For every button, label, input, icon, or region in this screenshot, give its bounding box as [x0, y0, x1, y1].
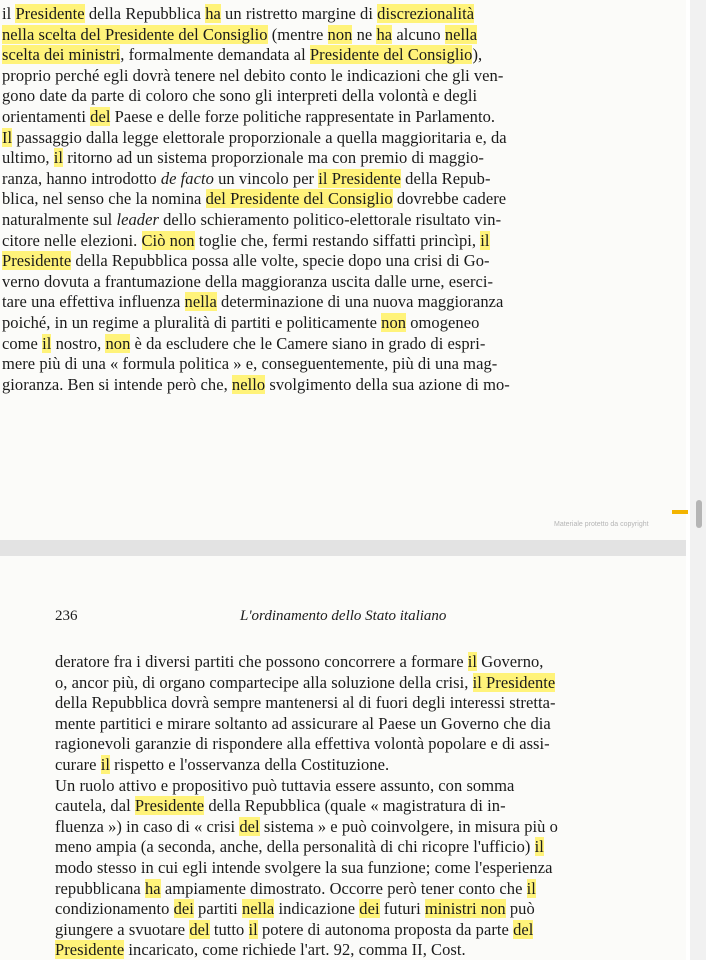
highlighted-text: dei [173, 899, 194, 919]
text-run: nostro, [51, 333, 106, 353]
text-run: potere di autonoma proposta da parte [257, 919, 514, 939]
text-run: verno dovuta a frantumazione della maggioranza uscita dalle urne, eserci- [2, 271, 494, 291]
highlighted-text: il [534, 837, 544, 857]
text-run: poiché, in un regime a pluralità di partiti e politicamente [2, 313, 382, 332]
highlighted-text: non [381, 313, 407, 332]
text-run: Governo, [477, 652, 544, 671]
text-run: ragionevoli garanzie di rispondere alla effettiva volontà popolare e di assi- [55, 734, 550, 754]
text-run: giungere a svuotare [55, 919, 190, 939]
text-line [55, 817, 558, 837]
highlighted-text: il [248, 919, 258, 939]
text-line [2, 375, 510, 395]
highlighted-text: ministri non [424, 899, 506, 919]
text-run: (mentre [267, 24, 328, 44]
highlighted-text: del Presidente del Consiglio [205, 189, 393, 209]
text-run: condizionamento [55, 899, 174, 919]
text-line [2, 4, 474, 24]
text-run: fluenza ») in caso di « crisi [55, 816, 240, 836]
highlighted-text: il [526, 878, 536, 898]
text-run: indicazione [274, 899, 360, 919]
highlighted-text: il Presidente [318, 168, 401, 188]
text-line [2, 107, 495, 127]
highlighted-text: Presidente [134, 796, 205, 816]
text-run: incaricato, come richiede l'art. 92, comma II, Cost. [124, 940, 466, 960]
text-line [55, 899, 535, 919]
text-line [55, 693, 556, 713]
highlighted-text: il Presidente [472, 672, 556, 692]
text-run: ampiamente dimostrato. Occorre però tener conto che [160, 878, 527, 898]
text-run: orientamenti [2, 107, 91, 126]
text-line [55, 940, 466, 960]
text-run: mente partitici e mirare soltanto ad assicurare al Paese un Governo che dia [55, 713, 551, 733]
text-run: della Repubblica dovrà sempre mantenersi al di fuori degli interessi stretta- [55, 693, 556, 713]
text-line [55, 920, 533, 940]
text-run: sistema » e può coinvolgere, in misura più o [259, 816, 558, 836]
highlighted-text: il [480, 230, 490, 250]
text-run: futuri [379, 899, 425, 919]
highlighted-text: Presidente [2, 251, 72, 271]
text-run: dello schieramento politico-elettorale risultato vin- [158, 210, 502, 229]
text-run: della Repubblica possa alle volte, specie dopo una crisi di Go- [71, 251, 490, 271]
text-run: repubblicana [55, 878, 145, 898]
highlighted-text: Ciò non [141, 230, 195, 250]
scroll-position-marker [672, 510, 688, 514]
text-run: Un ruolo attivo e propositivo può tuttavia essere assunto, con somma [55, 775, 515, 795]
highlighted-text: nella scelta del Presidente del Consiglio [2, 24, 268, 44]
text-line [2, 169, 491, 189]
text-run: citore nelle elezioni. [2, 230, 142, 250]
text-line [2, 354, 497, 374]
text-line [55, 755, 389, 775]
highlighted-text: il [100, 755, 110, 774]
copyright-watermark: Materiale protetto da copyright [554, 521, 649, 528]
highlighted-text: ha [376, 24, 393, 44]
text-run: ranza, hanno introdotto [2, 168, 161, 188]
text-run: dovrebbe cadere [392, 189, 507, 209]
text-run: ritorno ad un sistema proporzionale ma con premio di maggio- [63, 148, 484, 168]
text-line [55, 652, 543, 672]
text-run: mere più di una « formula politica » e, conseguentemente, più di una mag- [2, 354, 498, 374]
text-line [2, 128, 507, 148]
text-line [55, 734, 550, 754]
text-run: cautela, dal [55, 796, 135, 816]
text-run: della Repubblica [84, 4, 206, 23]
text-run: gioranza. Ben si intende però che, [2, 374, 232, 394]
vertical-scrollbar[interactable] [690, 0, 706, 960]
italic-text: de facto [160, 168, 214, 188]
text-run: , formalmente demandata al [120, 45, 310, 65]
text-run: può [505, 899, 535, 919]
text-line [55, 776, 514, 796]
text-run: il [2, 4, 16, 23]
highlighted-text: il [42, 333, 52, 353]
highlighted-text: scelta dei ministri [2, 45, 121, 65]
highlighted-text: ha [144, 878, 161, 898]
text-line [2, 334, 485, 354]
text-line [55, 796, 506, 816]
text-run: come [2, 333, 43, 353]
text-run: blica, nel senso che la nomina [2, 189, 206, 209]
highlighted-text: dei [359, 899, 380, 919]
highlighted-text: Presidente [15, 4, 85, 23]
text-run: modo stesso in cui egli intende svolgere la sua funzione; come l'esperienza [55, 858, 553, 877]
text-line [2, 251, 490, 271]
highlighted-text: nella [444, 24, 478, 44]
text-run: gono date da parte di coloro che sono gli interpreti della volontà e degli [2, 86, 478, 106]
highlighted-text: nella [184, 292, 217, 312]
highlighted-text: del [189, 919, 210, 939]
highlighted-text: non [327, 24, 353, 44]
text-run: della Repub- [400, 168, 491, 188]
bottom-page [0, 556, 686, 960]
text-run: meno ampia (a seconda, anche, della personalità di chi ricopre l'ufficio) [55, 837, 535, 857]
text-run: naturalmente sul [2, 210, 117, 229]
text-line [2, 148, 484, 168]
text-run: alcuno [392, 24, 445, 44]
highlighted-text: Il [2, 127, 13, 147]
text-line [55, 714, 551, 734]
highlighted-text: del [90, 107, 111, 126]
text-run: ultimo, [2, 148, 54, 168]
highlighted-text: nello [231, 374, 266, 394]
highlighted-text: discrezionalità [377, 4, 475, 23]
text-line [55, 879, 536, 899]
text-run: partiti [193, 899, 242, 919]
text-run: o, ancor più, di organo compartecipe alla soluzione della crisi, [55, 672, 473, 692]
text-run: svolgimento della sua azione di mo- [265, 374, 510, 394]
page-separator [0, 540, 686, 556]
text-run: tare una effettiva influenza [2, 292, 185, 312]
highlighted-text: il [467, 652, 478, 671]
text-run: è da escludere che le Camere siano in grado di espri- [130, 333, 486, 353]
text-run: un vincolo per [213, 168, 319, 188]
text-line [2, 66, 503, 86]
text-line [55, 837, 544, 857]
text-run: curare [55, 755, 101, 774]
page-number: 236 [55, 608, 78, 624]
highlighted-text: Presidente [55, 940, 125, 960]
text-run: omogeneo [406, 313, 480, 332]
highlighted-text: il [53, 148, 64, 168]
highlighted-text: del [239, 816, 260, 836]
text-run: passaggio dalla legge elettorale proporzionale a quella maggioritaria e, da [12, 127, 507, 147]
scrollbar-thumb[interactable] [696, 500, 702, 528]
text-run: proprio perché egli dovrà tenere nel debito conto le indicazioni che gli ven- [2, 65, 504, 85]
text-line [2, 231, 490, 251]
text-line [2, 189, 506, 209]
text-run: determinazione di una nuova maggioranza [216, 292, 504, 312]
text-run: un ristretto margine di [220, 4, 378, 23]
highlighted-text: Presidente del Consiglio [309, 45, 473, 65]
highlighted-text: nella [241, 899, 275, 919]
italic-text: leader [116, 210, 159, 229]
text-run: ne [352, 24, 377, 44]
text-run: ), [472, 45, 483, 65]
text-line [55, 673, 555, 693]
text-line [55, 858, 552, 878]
text-line [2, 272, 493, 292]
text-line [2, 313, 479, 333]
text-run: toglie che, fermi restando siffatti princìpi, [194, 230, 481, 250]
text-line [2, 45, 482, 65]
text-line [2, 292, 503, 312]
text-run: tutto [209, 919, 249, 939]
highlighted-text: non [105, 333, 131, 353]
text-run: Paese e delle forze politiche rappresentate in Parlamento. [110, 107, 496, 126]
running-head: L'ordinamento dello Stato italiano [240, 608, 447, 624]
text-line [2, 210, 501, 230]
text-line [2, 86, 477, 106]
text-line [2, 25, 477, 45]
text-run: della Repubblica (quale « magistratura di in- [204, 796, 506, 816]
highlighted-text: ha [205, 4, 221, 23]
text-run: deratore fra i diversi partiti che possono concorrere a formare [55, 652, 468, 671]
text-run: rispetto e l'osservanza della Costituzione. [109, 755, 390, 774]
highlighted-text: del [513, 919, 534, 939]
